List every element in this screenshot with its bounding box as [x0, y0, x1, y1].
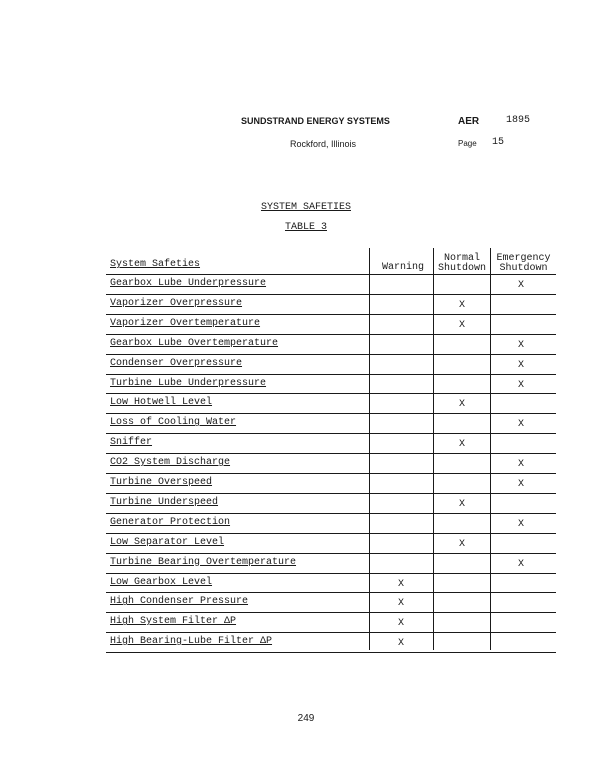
row-label: Turbine Bearing Overtemperature [110, 556, 297, 568]
row-rule [106, 533, 556, 534]
row-label: Vaporizer Overtemperature [110, 317, 261, 329]
mark-warning: X [397, 618, 404, 630]
row-rule [106, 573, 556, 574]
mark-emergency: X [517, 339, 524, 351]
row-rule [106, 553, 556, 554]
row-rule [106, 354, 556, 355]
row-label: Gearbox Lube Underpressure [110, 278, 267, 289]
divider-warning [369, 248, 370, 650]
company-name: SUNDSTRAND ENERGY SYSTEMS [241, 116, 390, 126]
mark-warning: X [397, 578, 404, 590]
column-header-normal-line2: Shutdown [437, 263, 486, 274]
row-rule [106, 374, 556, 375]
page-number: 15 [492, 137, 505, 148]
row-label: Vaporizer Overpressure [110, 297, 243, 309]
row-label: Generator Protection [110, 516, 231, 528]
mark-emergency: X [517, 379, 524, 391]
row-rule [106, 314, 556, 315]
mark-emergency: X [517, 459, 524, 471]
report-number: 1895 [506, 115, 531, 126]
row-label: High Condenser Pressure [110, 596, 249, 608]
column-header-normal-line1: Normal [443, 253, 480, 264]
row-label: Loss of Cooling Water [110, 417, 237, 429]
mark-emergency: X [517, 558, 524, 570]
column-header-emergency-line1: Emergency [496, 253, 551, 264]
mark-emergency: X [517, 280, 524, 291]
row-label: Turbine Underspeed [110, 496, 219, 508]
mark-normal: X [458, 299, 465, 311]
mark-emergency: X [517, 419, 524, 431]
row-rule [106, 592, 556, 593]
row-rule [106, 393, 556, 394]
header-rule [106, 274, 556, 275]
mark-normal: X [458, 538, 465, 550]
mark-normal: X [458, 319, 465, 331]
page-label: Page [458, 139, 477, 148]
row-label: Turbine Lube Underpressure [110, 377, 267, 389]
mark-normal: X [458, 399, 465, 411]
row-label: Low Separator Level [110, 536, 225, 548]
row-rule [106, 493, 556, 494]
row-rule [106, 473, 556, 474]
row-rule [106, 632, 556, 633]
table-subtitle: TABLE 3 [284, 222, 327, 233]
row-rule [106, 413, 556, 414]
row-rule [106, 334, 556, 335]
row-label: High Bearing-Lube Filter ΔP [110, 636, 273, 648]
row-label: Sniffer [110, 437, 153, 449]
row-rule [106, 513, 556, 514]
row-label: Condenser Overpressure [110, 357, 243, 369]
page-footer-number: 249 [297, 713, 315, 724]
report-label: AER [458, 116, 480, 127]
mark-emergency: X [517, 359, 524, 371]
divider-normal [433, 248, 434, 650]
row-rule [106, 453, 556, 454]
row-label: High System Filter ΔP [110, 616, 237, 628]
divider-emergency [490, 248, 491, 650]
mark-normal: X [458, 498, 465, 510]
document-title: SYSTEM SAFETIES [260, 202, 351, 213]
column-title-system-safeties: System Safeties [110, 259, 201, 270]
mark-normal: X [458, 439, 465, 451]
row-label: Low Hotwell Level [110, 397, 213, 409]
row-rule [106, 652, 556, 653]
row-rule [106, 612, 556, 613]
row-label: CO2 System Discharge [110, 457, 231, 469]
mark-warning: X [397, 598, 404, 610]
row-label: Gearbox Lube Overtemperature [110, 337, 279, 349]
row-rule [106, 294, 556, 295]
column-header-warning: Warning [381, 262, 424, 273]
mark-warning: X [397, 638, 404, 650]
row-rule [106, 433, 556, 434]
mark-emergency: X [517, 518, 524, 530]
row-label: Low Gearbox Level [110, 576, 213, 588]
row-label: Turbine Overspeed [110, 477, 213, 488]
column-header-emergency-line2: Shutdown [499, 263, 548, 274]
company-location: Rockford, Illinois [290, 139, 357, 149]
safeties-table [106, 248, 556, 650]
mark-emergency: X [517, 479, 524, 490]
